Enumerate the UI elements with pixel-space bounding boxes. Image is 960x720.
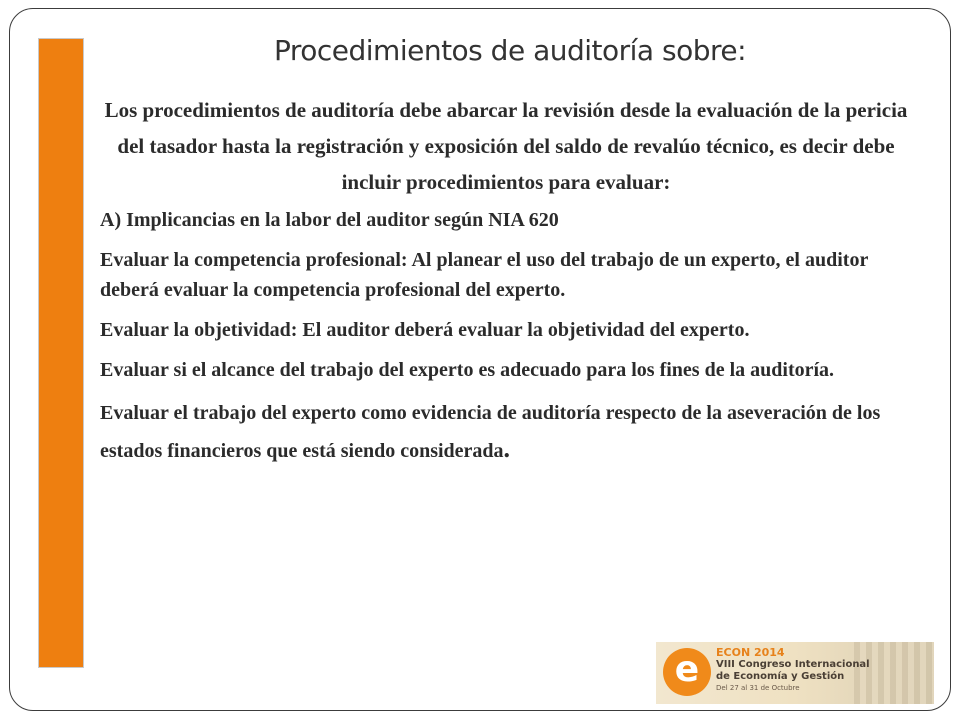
paragraph-objetividad: Evaluar la objetividad: El auditor deberá evaluar la objetividad del experto. xyxy=(100,319,750,341)
logo-dates: Del 27 al 31 de Octubre xyxy=(716,684,800,692)
logo-letter: e xyxy=(674,649,700,690)
closing-period: . xyxy=(503,434,511,463)
paragraph-evidencia xyxy=(100,395,912,469)
section-heading: A) Implicancias en la labor del auditor según NIA 620 xyxy=(100,209,559,231)
econ-logo xyxy=(656,642,934,704)
accent-bar xyxy=(38,38,84,668)
logo-event-name: ECON 2014 xyxy=(716,646,785,659)
logo-subtitle: de Economía y Gestión xyxy=(716,671,845,682)
logo-text xyxy=(716,646,870,693)
paragraph-evidencia-text: Evaluar el trabajo del experto como evidencia de auditoría respecto de la aseveración de los estados financieros que está siendo considerada xyxy=(100,402,881,462)
intro-paragraph: Los procedimientos de auditoría debe abarcar la revisión desde la evaluación de la pericia del tasador hasta la registración y exposición del saldo de revalúo técnico, es decir debe incluir procedimientos para evaluar: xyxy=(104,98,908,194)
logo-congress: VIII Congreso Internacional xyxy=(716,659,870,670)
slide-content xyxy=(100,92,912,479)
slide-title: Procedimientos de auditoría sobre: xyxy=(273,34,747,67)
econ-e-icon xyxy=(663,648,711,696)
paragraph-alcance: Evaluar si el alcance del trabajo del experto es adecuado para los fines de la auditoría. xyxy=(100,359,835,381)
paragraph-competencia: Evaluar la competencia profesional: Al planear el uso del trabajo de un experto, el auditor deberá evaluar la competencia profesional del experto. xyxy=(100,249,868,301)
